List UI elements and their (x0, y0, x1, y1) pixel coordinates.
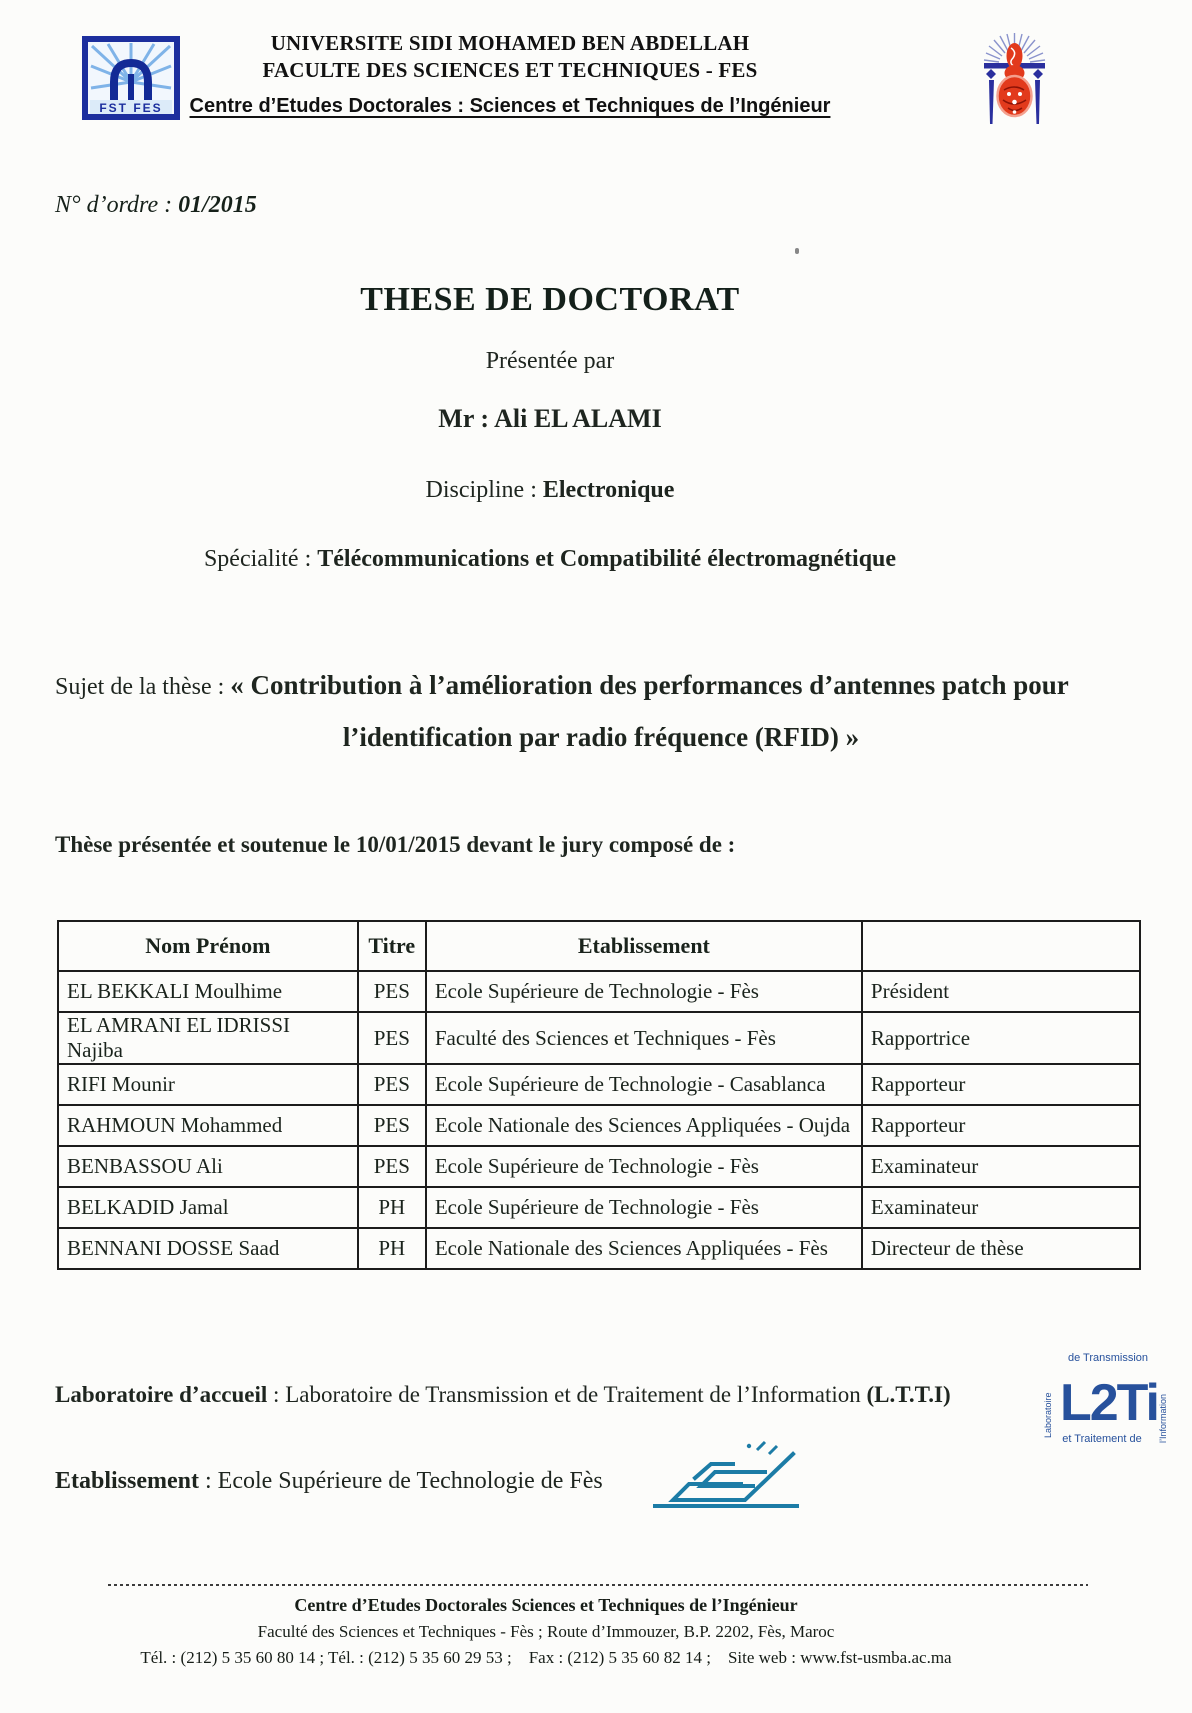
usmba-emblem-graphic (978, 26, 1051, 130)
jury-row (58, 971, 1140, 1012)
host-laboratory-label: Laboratoire d’accueil (55, 1382, 268, 1407)
header-title-block (160, 30, 860, 120)
footer-center-name: Centre d’Etudes Doctorales Sciences et Techniques de l’Ingénieur (294, 1595, 798, 1615)
jury-member-role: Directeur de thèse (862, 1228, 1140, 1269)
jury-member-title: PES (358, 1146, 426, 1187)
l2ti-logo-bottom-text: et Traitement de (1062, 1433, 1142, 1445)
faculty-name: FACULTE DES SCIENCES ET TECHNIQUES - FES (262, 58, 758, 82)
order-number-label: N° d’ordre : (55, 192, 179, 218)
establishment-value: Ecole Supérieure de Technologie de Fès (217, 1468, 603, 1494)
jury-member-institution: Ecole Supérieure de Technologie - Fès (426, 971, 862, 1012)
l2ti-logo-top-text: de Transmission (1067, 1352, 1149, 1364)
jury-member-name: BELKADID Jamal (58, 1187, 358, 1228)
speciality-line (0, 546, 1100, 573)
footer-separator (108, 1584, 1088, 1586)
thesis-subject-title-part2: l’identification par radio fréquence (RFID) » (342, 722, 860, 752)
thesis-subject (55, 660, 1147, 762)
jury-member-title: PES (358, 1105, 426, 1146)
jury-member-institution: Ecole Supérieure de Technologie - Fès (426, 1187, 862, 1228)
l2ti-lab-logo-graphic (1040, 1346, 1172, 1450)
est-fes-signature-graphic (645, 1438, 820, 1523)
jury-member-name: BENNANI DOSSE Saad (58, 1228, 358, 1269)
jury-row (58, 1012, 1140, 1064)
jury-col-institution: Etablissement (426, 921, 862, 971)
discipline-value: Electronique (542, 477, 675, 503)
establishment-line (55, 1468, 603, 1495)
order-number-value: 01/2015 (178, 192, 257, 218)
presented-by-line: Présentée par (485, 348, 615, 374)
jury-col-title: Titre (358, 921, 426, 971)
l2ti-logo-main-text: L2Ti (1060, 1374, 1158, 1432)
jury-member-name: RAHMOUN Mohammed (58, 1105, 358, 1146)
jury-member-institution: Faculté des Sciences et Techniques - Fès (426, 1012, 862, 1064)
doctoral-center-name: Centre d’Etudes Doctorales : Sciences et Techniques de l’Ingénieur (189, 95, 831, 117)
establishment-separator: : (199, 1468, 218, 1494)
jury-member-role: Président (862, 971, 1140, 1012)
jury-member-institution: Ecole Nationale des Sciences Appliquées - Oujda (426, 1105, 862, 1146)
jury-member-name: EL BEKKALI Moulhime (58, 971, 358, 1012)
footer-contacts: Tél. : (212) 5 35 60 80 14 ; Tél. : (212) 5 35 60 29 53 ; Fax : (212) 5 35 60 82 14 ; Site web : www.fst-usmba.ac.ma (140, 1648, 952, 1667)
discipline-label: Discipline : (425, 477, 543, 503)
est-fes-signature-logo (645, 1438, 820, 1528)
jury-row (58, 1105, 1140, 1146)
jury-member-name: EL AMRANI EL IDRISSI Najiba (58, 1012, 358, 1064)
university-name: UNIVERSITE SIDI MOHAMED BEN ABDELLAH (270, 31, 750, 55)
l2ti-lab-logo (1040, 1346, 1172, 1455)
host-laboratory-value: Laboratoire de Transmission et de Traitement de l’Information (285, 1382, 867, 1407)
jury-member-role: Rapportrice (862, 1012, 1140, 1064)
jury-member-institution: Ecole Supérieure de Technologie - Fès (426, 1146, 862, 1187)
jury-member-title: PES (358, 971, 426, 1012)
jury-row (58, 1228, 1140, 1269)
jury-row (58, 1064, 1140, 1105)
jury-member-role: Examinateur (862, 1146, 1140, 1187)
scan-artifact-dot (795, 248, 799, 254)
jury-row (58, 1146, 1140, 1187)
jury-table-header-row (58, 921, 1140, 971)
order-number-line (55, 192, 257, 219)
footer (50, 1592, 1042, 1671)
thesis-subject-label: Sujet de la thèse : (55, 674, 231, 700)
speciality-value: Télécommunications et Compatibilité électromagnétique (317, 546, 897, 572)
jury-member-role: Rapporteur (862, 1064, 1140, 1105)
jury-member-institution: Ecole Supérieure de Technologie - Casablanca (426, 1064, 862, 1105)
establishment-label: Etablissement (55, 1468, 199, 1494)
jury-row (58, 1187, 1140, 1228)
l2ti-logo-left-text: Laboratoire (1043, 1392, 1053, 1438)
jury-member-role: Examinateur (862, 1187, 1140, 1228)
host-laboratory-line (55, 1382, 951, 1408)
jury-member-title: PES (358, 1064, 426, 1105)
jury-member-name: RIFI Mounir (58, 1064, 358, 1105)
document-title: THESE DE DOCTORAT (360, 281, 740, 318)
host-laboratory-separator: : (267, 1382, 286, 1407)
jury-member-role: Rapporteur (862, 1105, 1140, 1146)
fst-fes-logo-caption: FST FES (99, 101, 163, 115)
author-name: Mr : Ali EL ALAMI (438, 404, 662, 433)
jury-member-title: PES (358, 1012, 426, 1064)
jury-col-role (862, 921, 1140, 971)
discipline-line (0, 477, 1100, 504)
jury-table (57, 920, 1141, 1270)
footer-address: Faculté des Sciences et Techniques - Fès ; Route d’Immouzer, B.P. 2202, Fès, Maroc (257, 1622, 835, 1641)
jury-member-title: PH (358, 1228, 426, 1269)
l2ti-logo-right-text: l’Information (1158, 1393, 1168, 1443)
usmba-emblem-logo (978, 26, 1051, 135)
jury-col-name: Nom Prénom (58, 921, 358, 971)
thesis-subject-title-part1: « Contribution à l’amélioration des performances d’antennes patch pour (230, 670, 1069, 700)
jury-member-title: PH (358, 1187, 426, 1228)
host-laboratory-acronym: (L.T.T.I) (866, 1382, 951, 1407)
jury-member-institution: Ecole Nationale des Sciences Appliquées - Fès (426, 1228, 862, 1269)
speciality-label: Spécialité : (203, 546, 318, 572)
jury-intro-line: Thèse présentée et soutenue le 10/01/2015 devant le jury composé de : (55, 832, 736, 857)
thesis-subject-line1 (55, 660, 1147, 712)
jury-member-name: BENBASSOU Ali (58, 1146, 358, 1187)
